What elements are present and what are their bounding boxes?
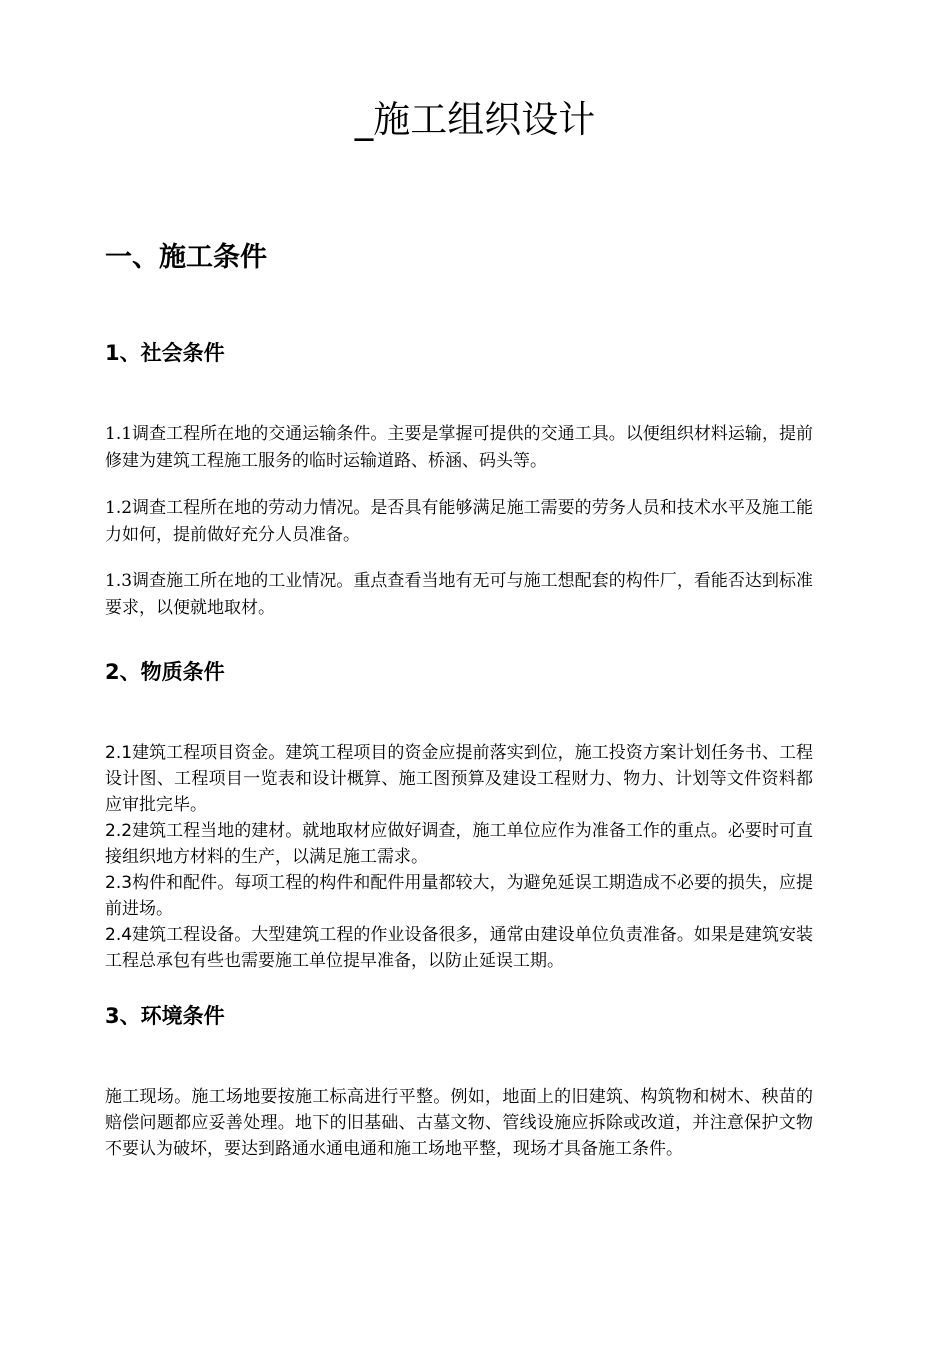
subsection-heading-environment-conditions: 3、环境条件 (105, 1004, 225, 1028)
document-title: _施工组织设计 (354, 98, 596, 141)
list-item (105, 740, 813, 818)
paragraph-1-2: 1.2调查工程所在地的劳动力情况。是否具有能够满足施工需要的劳务人员和技术水平及施工能力如何，提前做好充分人员准备。 (105, 498, 813, 545)
material-conditions-list (105, 740, 813, 974)
item-number: 2.4 (105, 925, 133, 945)
item-text: 建筑工程当地的建材。就地取材应做好调查，施工单位应作为准备工作的重点。必要时可直接组织地方材料的生产，以满足施工需求。 (105, 821, 813, 867)
item-text: 建筑工程项目资金。建筑工程项目的资金应提前落实到位，施工投资方案计划任务书、工程设计图、工程项目一览表和设计概算、施工图预算及建设工程财力、物力、计划等文件资料都应审批完毕。 (105, 743, 813, 815)
item-text: 建筑工程设备。大型建筑工程的作业设备很多，通常由建设单位负责准备。如果是建筑安装工程总承包有些也需要施工单位提早准备，以防止延误工期。 (105, 925, 813, 971)
section-heading-construction-conditions: 一、施工条件 (105, 242, 267, 273)
paragraph-1-1: 1.1调查工程所在地的交通运输条件。主要是掌握可提供的交通工具。以便组织材料运输，提前修建为建筑工程施工服务的临时运输道路、桥涵、码头等。 (105, 424, 813, 471)
list-item (105, 818, 813, 870)
item-number: 2.3 (105, 873, 133, 893)
item-text: 构件和配件。每项工程的构件和配件用量都较大，为避免延误工期造成不必要的损失，应提前进场。 (105, 873, 813, 919)
list-item (105, 870, 813, 922)
paragraph-environment: 施工现场。施工场地要按施工标高进行平整。例如，地面上的旧建筑、构筑物和树木、秧苗的赔偿问题都应妥善处理。地下的旧基础、古墓文物、管线设施应拆除或改道，并注意保护文物不要认为破坏，要达到路通水通电通和施工场地平整，现场才具备施工条件。 (105, 1087, 813, 1159)
subsection-heading-material-conditions: 2、物质条件 (105, 660, 225, 684)
list-item (105, 922, 813, 974)
item-number: 2.1 (105, 743, 133, 763)
paragraph-1-3: 1.3调查施工所在地的工业情况。重点查看当地有无可与施工想配套的构件厂，看能否达到标准要求，以便就地取材。 (105, 571, 813, 618)
item-number: 2.2 (105, 821, 133, 841)
subsection-heading-social-conditions: 1、社会条件 (105, 341, 225, 365)
